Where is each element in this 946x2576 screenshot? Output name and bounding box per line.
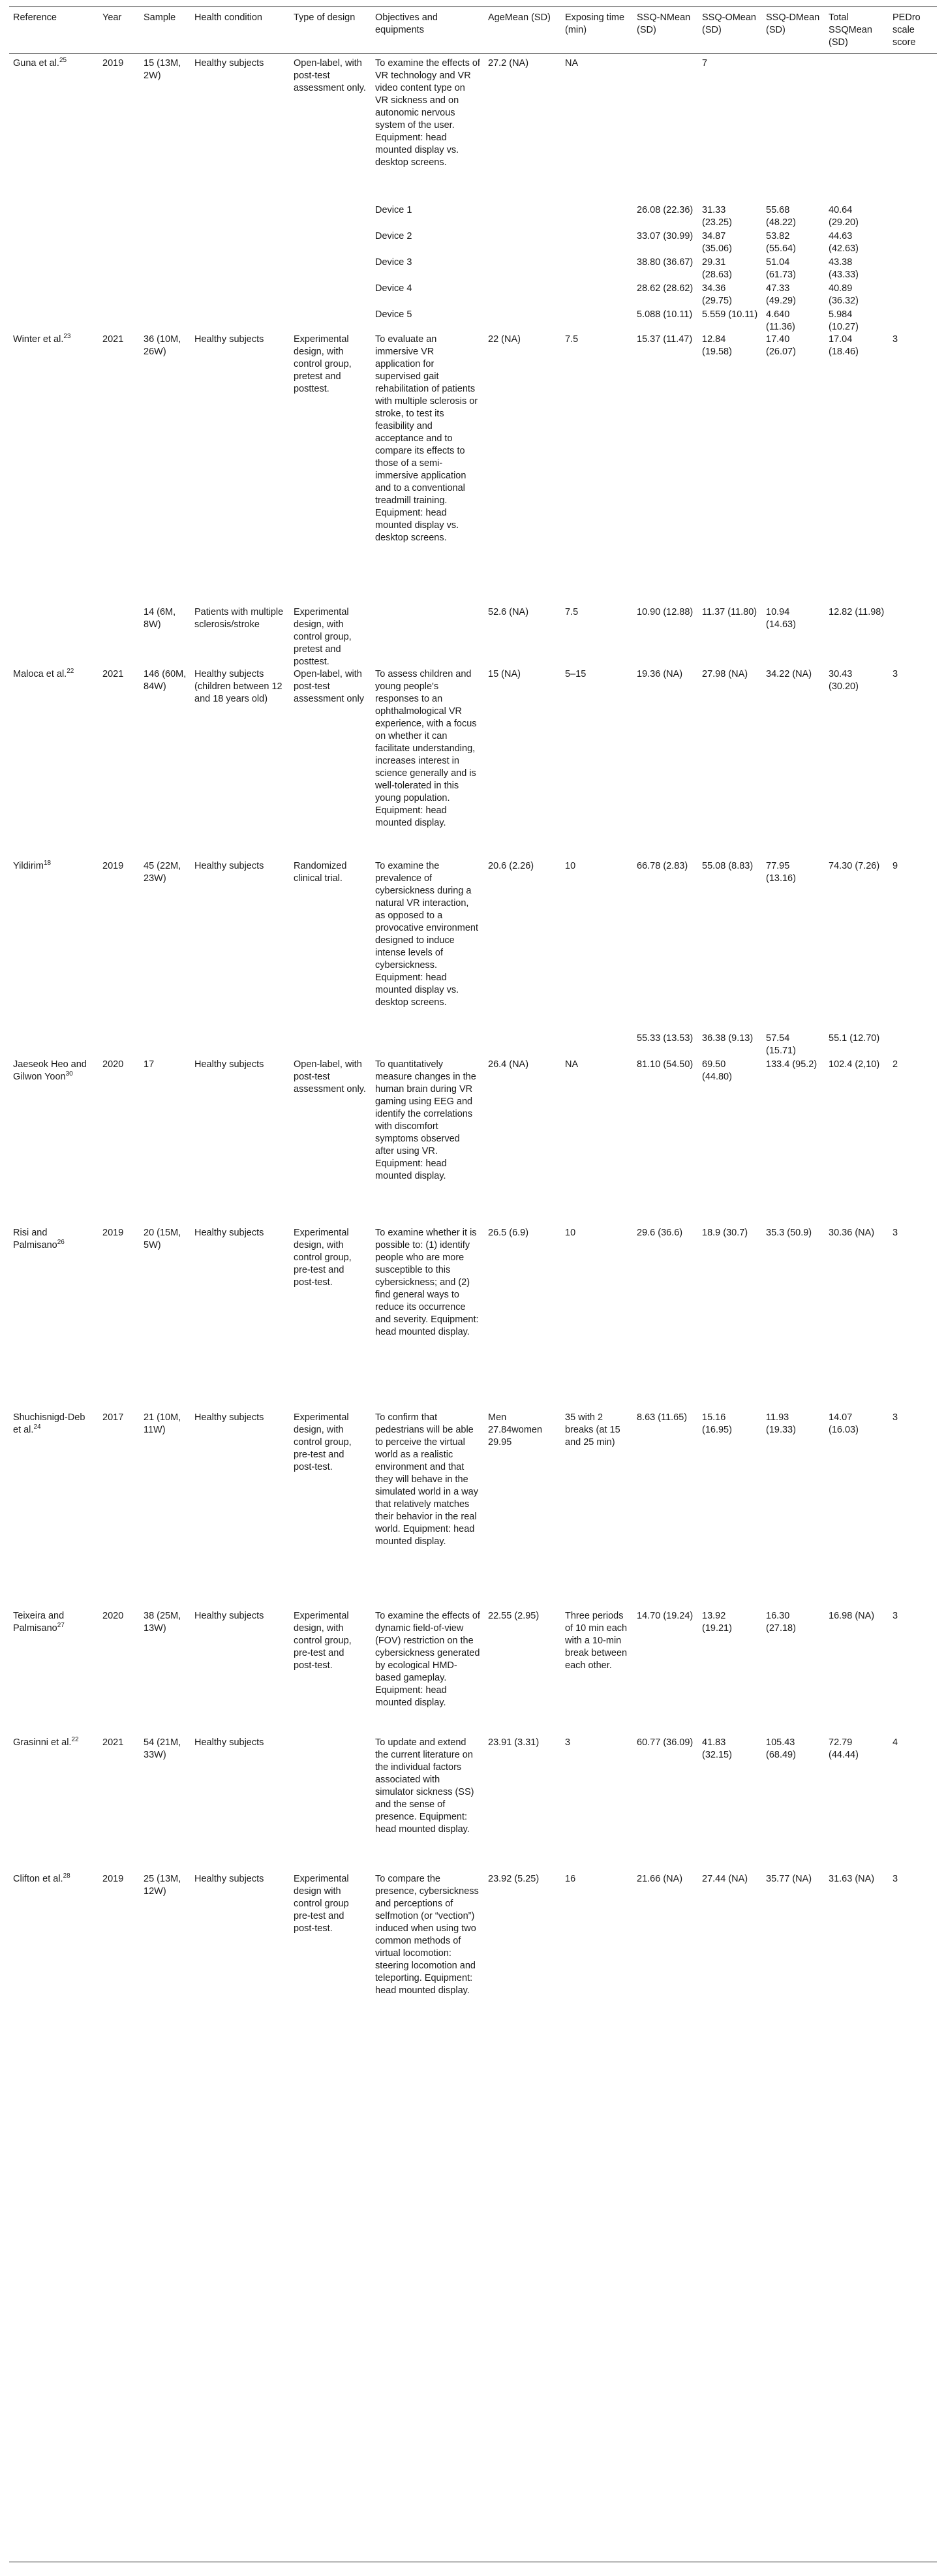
cell-age (484, 230, 561, 256)
cell-reference: Maloca et al.$^{22}$ (13, 668, 74, 679)
cell-exposing-time: NA (565, 1059, 579, 1070)
cell-objectives: Device 1 (375, 205, 412, 215)
cell-reference (9, 1032, 99, 1059)
cell-ssq-n: 81.10 (54.50) (637, 1059, 694, 1070)
cell-reference: Risi and Palmisano$^{26}$ (13, 1228, 65, 1250)
cell-ssq-d: 51.04 (61.73) (766, 257, 796, 280)
cell-ssq-n: 8.63 (11.65) (637, 1412, 688, 1423)
header-total-ssq: Total SSQMean (SD) (829, 12, 872, 48)
citation-superscript: 25 (59, 57, 67, 65)
header-pedro: PEDro scale score (893, 12, 921, 48)
cell-age: 20.6 (2.26) (488, 861, 534, 871)
cell-sample: 45 (22M, 23W) (144, 861, 181, 884)
cell-health-condition (191, 230, 290, 256)
cell-ssq-o: 41.83 (32.15) (702, 1737, 732, 1760)
citation-superscript: 28 (63, 1872, 70, 1880)
cell-ssq-d: 77.95 (13.16) (766, 861, 796, 884)
cell-exposing-time: Three periods of 10 min each with a 10-min break between each other. (565, 1611, 628, 1671)
cell-reference (9, 230, 99, 256)
cell-type-of-design (290, 283, 371, 309)
cell-pedro-score (889, 204, 937, 230)
cell-reference (9, 606, 99, 668)
cell-year (99, 256, 140, 283)
cell-age: 26.4 (NA) (488, 1059, 529, 1070)
cell-ssq-n (633, 57, 698, 204)
cell-health-condition: Healthy subjects (194, 1874, 264, 1884)
cell-age: 27.2 (NA) (488, 58, 529, 69)
cell-sample: 38 (25M, 13W) (144, 1611, 181, 1634)
cell-objectives: To evaluate an immersive VR application for supervised gait rehabilitation of patients with multiple sclerosis or stroke, to test its feasibility and acceptance and to compare its effects to those of a semi-immersive application and to a conventional treadmill training. Equipment: head mounted display vs. desktop screens. (375, 334, 478, 543)
cell-ssq-o: 12.84 (19.58) (702, 334, 732, 357)
header-health-condition: Health condition (194, 12, 262, 23)
cell-health-condition (191, 283, 290, 309)
cell-ssq-o: 69.50 (44.80) (702, 1059, 732, 1082)
cell-age (484, 256, 561, 283)
cell-reference: Winter et al.$^{23}$ (13, 333, 71, 345)
table-row (9, 334, 937, 606)
cell-ssq-n: 5.088 (10.11) (637, 309, 693, 320)
cell-type-of-design: Experimental design, with control group, pre-test and post-test. (294, 1611, 352, 1671)
cell-ssq-n: 55.33 (13.53) (637, 1033, 694, 1044)
cell-ssq-o: 11.37 (11.80) (702, 607, 757, 617)
cell-exposing-time (561, 230, 633, 256)
cell-year: 2017 (102, 1412, 124, 1423)
cell-ssq-o: 36.38 (9.13) (702, 1033, 754, 1044)
cell-year: 2019 (102, 1228, 124, 1238)
cell-ssq-d: 16.30 (27.18) (766, 1611, 796, 1634)
cell-type-of-design: Experimental design, with control group, pretest and posttest. (294, 607, 352, 667)
cell-pedro-score (889, 606, 937, 668)
cell-ssq-n: 15.37 (11.47) (637, 334, 693, 345)
cell-sample: 17 (144, 1059, 155, 1070)
studies-table (9, 12, 937, 2006)
cell-reference: Guna et al.$^{25}$ (13, 57, 67, 69)
cell-pedro-score (889, 1032, 937, 1059)
cell-reference: Clifton et al.$^{28}$ (13, 1872, 70, 1884)
citation-superscript: 22 (71, 1736, 79, 1744)
cell-objectives: To assess children and young people's responses to an ophthalmological VR experience, with a focus on whether it can facilitate understanding, increases interest in science generally and is well-tolerated in this young population. Equipment: head mounted display. (375, 669, 477, 828)
cell-total-ssq: 5.984 (10.27) (829, 309, 859, 332)
table-row (9, 1737, 937, 1873)
cell-ssq-d: 57.54 (15.71) (766, 1033, 796, 1056)
cell-objectives (371, 606, 484, 668)
cell-ssq-d: 35.3 (50.9) (766, 1228, 812, 1238)
citation-superscript: 22 (67, 668, 74, 675)
cell-pedro-score: 2 (893, 1059, 898, 1070)
header-reference: Reference (13, 12, 57, 23)
cell-year: 2019 (102, 861, 124, 871)
cell-objectives: To update and extend the current literature on the individual factors associated with simulator sickness (SS) and the sense of presence. Equipment: head mounted display. (375, 1737, 474, 1835)
cell-objectives: Device 3 (375, 257, 412, 268)
cell-objectives: To examine the effects of dynamic field-of-view (FOV) restriction on the cybersickness generated by ecological HMD-based gameplay. Equipment: head mounted display. (375, 1611, 480, 1708)
citation-superscript: 30 (65, 1070, 73, 1078)
cell-ssq-d: 17.40 (26.07) (766, 334, 796, 357)
cell-exposing-time: 10 (565, 861, 576, 871)
header-exposing-time: Exposing time (min) (565, 12, 625, 35)
cell-total-ssq: 40.64 (29.20) (829, 205, 859, 228)
cell-objectives: To confirm that pedestrians will be able to perceive the virtual world as a realistic environment and that they will behave in the simulated world in a way that relatively matches their behavior in the real world. Equipment: head mounted display. (375, 1412, 478, 1547)
cell-total-ssq: 102.4 (2,10) (829, 1059, 880, 1070)
cell-type-of-design (290, 230, 371, 256)
cell-year: 2019 (102, 1874, 124, 1884)
cell-ssq-n: 33.07 (30.99) (637, 231, 694, 241)
cell-exposing-time: 3 (565, 1737, 571, 1748)
cell-year: 2021 (102, 669, 124, 679)
cell-total-ssq: 44.63 (42.63) (829, 231, 859, 254)
cell-reference (9, 256, 99, 283)
cell-total-ssq: 14.07 (16.03) (829, 1412, 859, 1435)
cell-sample: 21 (10M, 11W) (144, 1412, 181, 1435)
cell-year (99, 204, 140, 230)
cell-ssq-o: 15.16 (16.95) (702, 1412, 732, 1435)
cell-ssq-o: 55.08 (8.83) (702, 861, 754, 871)
cell-exposing-time: 16 (565, 1874, 576, 1884)
cell-type-of-design (290, 204, 371, 230)
cell-sample (140, 256, 191, 283)
cell-pedro-score: 3 (893, 669, 898, 679)
cell-type-of-design (290, 256, 371, 283)
table-row (9, 283, 937, 309)
cell-reference (9, 204, 99, 230)
cell-ssq-o: 7 (702, 58, 708, 69)
cell-sample: 36 (10M, 26W) (144, 334, 181, 357)
cell-exposing-time: 5–15 (565, 669, 587, 679)
cell-health-condition: Healthy subjects (children between 12 and 18 years old) (194, 669, 282, 704)
cell-ssq-d: 47.33 (49.29) (766, 283, 796, 306)
table-row (9, 860, 937, 1032)
cell-health-condition (191, 256, 290, 283)
cell-age: 23.91 (3.31) (488, 1737, 540, 1748)
cell-reference: Teixeira and Palmisano$^{27}$ (13, 1611, 65, 1634)
cell-total-ssq: 30.43 (30.20) (829, 669, 859, 692)
cell-exposing-time (561, 256, 633, 283)
cell-ssq-o: 13.92 (19.21) (702, 1611, 732, 1634)
cell-sample: 25 (13M, 12W) (144, 1874, 181, 1897)
cell-ssq-n: 38.80 (36.67) (637, 257, 694, 268)
cell-age (484, 1032, 561, 1059)
cell-objectives: Device 4 (375, 283, 412, 294)
header-ssq-o: SSQ-OMean (SD) (702, 12, 756, 35)
table-row (9, 1873, 937, 2006)
cell-sample (140, 230, 191, 256)
cell-pedro-score: 3 (893, 1412, 898, 1423)
cell-type-of-design: Open-label, with post-test assessment only (294, 669, 364, 704)
citation-superscript: 18 (44, 860, 52, 867)
cell-type-of-design: Experimental design with control group pre-test and post-test. (294, 1874, 349, 1934)
cell-sample (140, 309, 191, 334)
cell-year (99, 1032, 140, 1059)
cell-health-condition: Healthy subjects (194, 1412, 264, 1423)
table-row (9, 204, 937, 230)
cell-ssq-n: 14.70 (19.24) (637, 1611, 694, 1621)
cell-sample: 54 (21M, 33W) (144, 1737, 181, 1760)
cell-health-condition (191, 309, 290, 334)
cell-ssq-n: 26.08 (22.36) (637, 205, 694, 215)
table-row (9, 1032, 937, 1059)
citation-superscript: 27 (57, 1622, 65, 1630)
cell-total-ssq: 72.79 (44.44) (829, 1737, 859, 1760)
table-row (9, 256, 937, 283)
cell-type-of-design (290, 309, 371, 334)
cell-total-ssq: 31.63 (NA) (829, 1874, 875, 1884)
cell-age: Men 27.84women 29.95 (488, 1412, 543, 1448)
cell-reference (9, 309, 99, 334)
cell-ssq-n: 19.36 (NA) (637, 669, 683, 679)
table-row (9, 1610, 937, 1737)
cell-exposing-time: NA (565, 58, 579, 69)
cell-type-of-design: Randomized clinical trial. (294, 861, 347, 884)
cell-sample: 15 (13M, 2W) (144, 58, 181, 81)
cell-health-condition: Healthy subjects (194, 1611, 264, 1621)
cell-ssq-o: 31.33 (23.25) (702, 205, 732, 228)
cell-ssq-d (762, 57, 825, 204)
cell-ssq-d: 34.22 (NA) (766, 669, 812, 679)
cell-ssq-n: 66.78 (2.83) (637, 861, 688, 871)
cell-age: 22.55 (2.95) (488, 1611, 540, 1621)
cell-ssq-d: 55.68 (48.22) (766, 205, 796, 228)
cell-year: 2021 (102, 1737, 124, 1748)
cell-year: 2019 (102, 58, 124, 69)
cell-ssq-n: 60.77 (36.09) (637, 1737, 694, 1748)
cell-ssq-d: 53.82 (55.64) (766, 231, 796, 254)
citation-superscript: 23 (63, 333, 71, 341)
table-row (9, 309, 937, 334)
cell-ssq-d: 4.640 (11.36) (766, 309, 795, 332)
cell-health-condition (191, 204, 290, 230)
cell-total-ssq: 30.36 (NA) (829, 1228, 875, 1238)
cell-ssq-o: 27.44 (NA) (702, 1874, 748, 1884)
cell-age (484, 204, 561, 230)
cell-total-ssq: 55.1 (12.70) (829, 1033, 880, 1044)
cell-type-of-design: Open-label, with post-test assessment only. (294, 1059, 366, 1094)
cell-pedro-score: 3 (893, 1611, 898, 1621)
header-type-of-design: Type of design (294, 12, 356, 23)
cell-exposing-time: 10 (565, 1228, 576, 1238)
cell-total-ssq: 12.82 (11.98) (829, 607, 885, 617)
cell-ssq-n: 21.66 (NA) (637, 1874, 683, 1884)
cell-year (99, 309, 140, 334)
cell-type-of-design: Experimental design, with control group, pre-test and post-test. (294, 1412, 352, 1472)
cell-age (484, 309, 561, 334)
header-age: AgeMean (SD) (488, 12, 551, 23)
cell-exposing-time (561, 283, 633, 309)
table-header-row (9, 12, 937, 57)
cell-pedro-score (889, 256, 937, 283)
cell-age (484, 283, 561, 309)
cell-health-condition: Healthy subjects (194, 1228, 264, 1238)
cell-objectives (371, 1032, 484, 1059)
cell-objectives: To examine the prevalence of cybersickness during a natural VR interaction, as opposed to a provocative environment designed to induce intense levels of cybersickness. Equipment: head mounted display vs. desktop screens. (375, 861, 478, 1008)
cell-type-of-design (290, 1737, 371, 1873)
cell-total-ssq: 17.04 (18.46) (829, 334, 859, 357)
cell-total-ssq: 40.89 (36.32) (829, 283, 859, 306)
cell-exposing-time: 7.5 (565, 607, 579, 617)
cell-sample (140, 204, 191, 230)
cell-ssq-o: 27.98 (NA) (702, 669, 748, 679)
cell-year (99, 283, 140, 309)
cell-age: 15 (NA) (488, 669, 521, 679)
cell-ssq-d: 11.93 (19.33) (766, 1412, 796, 1435)
table-body (9, 57, 937, 2006)
cell-exposing-time (561, 1032, 633, 1059)
cell-pedro-score: 3 (893, 334, 898, 345)
cell-exposing-time (561, 309, 633, 334)
cell-pedro-score (889, 283, 937, 309)
cell-sample: 146 (60M, 84W) (144, 669, 187, 692)
table-row (9, 1412, 937, 1610)
cell-objectives: Device 2 (375, 231, 412, 241)
cell-exposing-time: 35 with 2 breaks (at 15 and 25 min) (565, 1412, 620, 1448)
cell-pedro-score (889, 57, 937, 204)
cell-exposing-time (561, 204, 633, 230)
cell-objectives: To compare the presence, cybersickness and perceptions of selfmotion (or “vection”) induced when using two common methods of virtual locomotion: steering locomotion and teleporting. Equipment: head mounted display. (375, 1874, 479, 1996)
cell-reference: Jaeseok Heo and Gilwon Yoon$^{30}$ (13, 1059, 87, 1082)
cell-age: 52.6 (NA) (488, 607, 529, 617)
cell-total-ssq: 74.30 (7.26) (829, 861, 880, 871)
cell-year: 2021 (102, 334, 124, 345)
table-row (9, 230, 937, 256)
cell-ssq-o: 34.36 (29.75) (702, 283, 732, 306)
cell-pedro-score: 4 (893, 1737, 898, 1748)
cell-ssq-o: 18.9 (30.7) (702, 1228, 748, 1238)
citation-superscript: 24 (33, 1423, 41, 1431)
cell-reference (9, 283, 99, 309)
cell-health-condition (191, 1032, 290, 1059)
cell-sample (140, 1032, 191, 1059)
cell-year (99, 606, 140, 668)
cell-ssq-d: 133.4 (95.2) (766, 1059, 817, 1070)
cell-type-of-design: Experimental design, with control group, pre-test and post-test. (294, 1228, 352, 1288)
cell-health-condition: Patients with multiple sclerosis/stroke (194, 607, 284, 630)
cell-objectives: To examine the effects of VR technology and VR video content type on VR sickness and on autonomic nervous system of the user. Equipment: head mounted display vs. desktop screens. (375, 58, 480, 168)
cell-exposing-time: 7.5 (565, 334, 579, 345)
cell-health-condition: Healthy subjects (194, 1737, 264, 1748)
header-ssq-n: SSQ-NMean (SD) (637, 12, 691, 35)
header-year: Year (102, 12, 122, 23)
cell-type-of-design: Open-label, with post-test assessment only. (294, 58, 366, 93)
table-row (9, 1227, 937, 1412)
cell-health-condition: Healthy subjects (194, 861, 264, 871)
cell-objectives: Device 5 (375, 309, 412, 320)
cell-reference: Grasinni et al.$^{22}$ (13, 1736, 79, 1748)
cell-ssq-o: 5.559 (10.11) (702, 309, 758, 320)
cell-type-of-design (290, 1032, 371, 1059)
cell-pedro-score: 3 (893, 1228, 898, 1238)
cell-year (99, 230, 140, 256)
header-sample: Sample (144, 12, 176, 23)
cell-age: 26.5 (6.9) (488, 1228, 529, 1238)
cell-ssq-d: 10.94 (14.63) (766, 607, 796, 630)
cell-total-ssq (825, 57, 889, 204)
cell-ssq-d: 35.77 (NA) (766, 1874, 812, 1884)
cell-type-of-design: Experimental design, with control group, pretest and posttest. (294, 334, 352, 394)
table-row (9, 57, 937, 204)
cell-total-ssq: 43.38 (43.33) (829, 257, 859, 280)
cell-sample: 14 (6M, 8W) (144, 607, 176, 630)
cell-reference: Shuchisnigd-Deb et al.$^{24}$ (13, 1412, 85, 1435)
cell-year: 2020 (102, 1611, 124, 1621)
table-row (9, 668, 937, 860)
cell-health-condition: Healthy subjects (194, 58, 264, 69)
cell-health-condition: Healthy subjects (194, 334, 264, 345)
cell-year: 2020 (102, 1059, 124, 1070)
cell-objectives: To quantitatively measure changes in the human brain during VR gaming using EEG and identify the correlations with discomfort symptoms observed after using VR. Equipment: head mounted display. (375, 1059, 476, 1181)
cell-total-ssq: 16.98 (NA) (829, 1611, 875, 1621)
table-row (9, 606, 937, 668)
cell-ssq-o: 34.87 (35.06) (702, 231, 732, 254)
cell-objectives: To examine whether it is possible to: (1) identify people who are more susceptible to this cybersickness; and (2) find general ways to reduce its occurrence and severity. Equipment: head mounted display. (375, 1228, 479, 1337)
cell-sample (140, 283, 191, 309)
cell-ssq-n: 28.62 (28.62) (637, 283, 694, 294)
header-objectives: Objectives and equipments (375, 12, 438, 35)
cell-pedro-score: 9 (893, 861, 898, 871)
citation-superscript: 26 (57, 1239, 65, 1247)
cell-ssq-n: 10.90 (12.88) (637, 607, 694, 617)
cell-ssq-n: 29.6 (36.6) (637, 1228, 683, 1238)
cell-pedro-score (889, 230, 937, 256)
cell-age: 22 (NA) (488, 334, 521, 345)
cell-ssq-d: 105.43 (68.49) (766, 1737, 796, 1760)
cell-reference: Yildirim$^{18}$ (13, 860, 52, 871)
cell-sample: 20 (15M, 5W) (144, 1228, 181, 1250)
cell-pedro-score (889, 309, 937, 334)
header-ssq-d: SSQ-DMean (SD) (766, 12, 820, 35)
table-row (9, 1059, 937, 1227)
cell-age: 23.92 (5.25) (488, 1874, 540, 1884)
cell-health-condition: Healthy subjects (194, 1059, 264, 1070)
cell-pedro-score: 3 (893, 1874, 898, 1884)
cell-ssq-o: 29.31 (28.63) (702, 257, 732, 280)
